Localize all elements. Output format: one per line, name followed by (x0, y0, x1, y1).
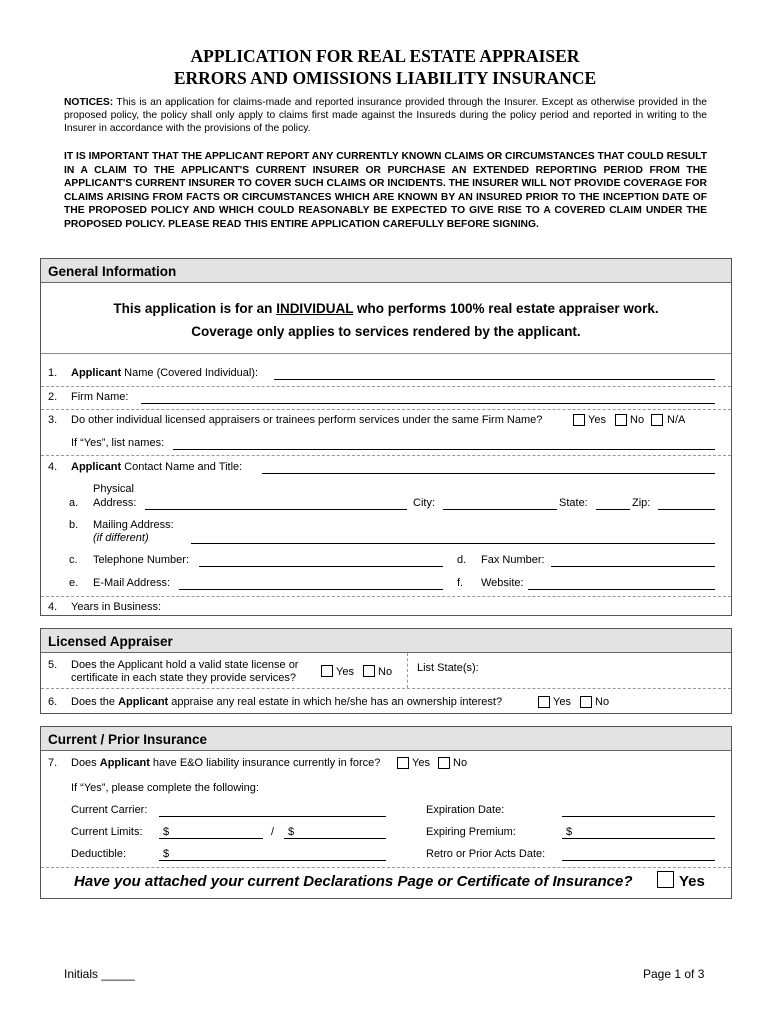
row-divider (41, 596, 731, 597)
current-carrier-field[interactable] (159, 816, 386, 817)
q3-number: 3. (48, 414, 58, 426)
licensed-appraiser-header (41, 629, 731, 653)
individual-intro: This application is for an INDIVIDUAL who performs 100% real estate appraiser work. (113, 301, 659, 316)
q1-number: 1. (48, 367, 58, 379)
q3-no-checkbox[interactable] (615, 414, 627, 426)
current-prior-insurance-section (40, 726, 732, 899)
current-limits-label: Current Limits: (71, 826, 143, 838)
q3-yes-label: Yes (588, 414, 606, 426)
q4e-letter: e. (69, 577, 79, 589)
q5-label-line2: certificate in each state they provide services? (71, 672, 297, 684)
section-divider (41, 353, 731, 354)
q4b-letter: b. (69, 519, 79, 531)
limits-dollar-2: $ (288, 826, 295, 838)
physical-address-field[interactable] (145, 509, 407, 510)
premium-dollar: $ (566, 826, 573, 838)
form-title-line1: APPLICATION FOR REAL ESTATE APPRAISER (190, 46, 580, 66)
notices-paragraph (64, 96, 707, 135)
row-divider (41, 386, 731, 387)
q3-yes-checkbox[interactable] (573, 414, 585, 426)
q5-no-label: No (378, 666, 393, 678)
limits-slash: / (271, 826, 275, 838)
fax-label: Fax Number: (481, 554, 545, 566)
attached-declarations-question: Have you attached your current Declarations Page or Certificate of Insurance? (74, 873, 633, 890)
city-label: City: (413, 497, 435, 509)
row-divider (41, 867, 731, 868)
address-label: Address: (93, 497, 137, 509)
retro-date-label: Retro or Prior Acts Date: (426, 848, 546, 860)
telephone-label: Telephone Number: (93, 554, 190, 566)
current-carrier-label: Current Carrier: (71, 804, 148, 816)
q3-list-label: If “Yes”, list names: (71, 437, 165, 449)
city-field[interactable] (443, 509, 557, 510)
insurance-header (41, 727, 731, 751)
q4-number: 4. (48, 461, 58, 473)
contact-name-field[interactable] (262, 473, 715, 474)
expiring-premium-label: Expiring Premium: (426, 826, 516, 838)
general-information-section (40, 258, 732, 616)
q2-number: 2. (48, 391, 58, 403)
mailing-address-field[interactable] (191, 543, 715, 544)
state-field[interactable] (596, 509, 630, 510)
q7-no-label: No (453, 757, 468, 769)
physical-label: Physical (93, 483, 134, 495)
zip-field[interactable] (658, 509, 715, 510)
insurance-title: Current / Prior Insurance (48, 732, 208, 747)
page-number: Page 1 of 3 (643, 967, 705, 981)
q3-names-field[interactable] (173, 449, 715, 450)
attached-yes-label: Yes (679, 873, 705, 890)
deductible-label: Deductible: (71, 848, 127, 860)
q4c-letter: c. (69, 554, 78, 566)
notices-text: This is an application for claims-made and reported insurance provided through the Insurer. Except as otherwise provided in the proposed policy, the policy shall only apply to claims first made against the Insureds during the policy period and reported in writing to the Insurer in accordance with the provisions of the policy. (64, 97, 707, 134)
q5-label-line1: Does the Applicant hold a valid state license or (71, 659, 299, 671)
if-different-note: (if different) (93, 532, 149, 544)
general-information-header (41, 259, 731, 283)
q6-no-label: No (595, 696, 610, 708)
licensed-appraiser-title: Licensed Appraiser (48, 634, 173, 649)
email-field[interactable] (179, 589, 443, 590)
email-label: E-Mail Address: (93, 577, 171, 589)
limits-field-2[interactable] (284, 838, 386, 839)
website-label: Website: (481, 577, 524, 589)
q7-yes-label: Yes (412, 757, 430, 769)
list-states-label: List State(s): (417, 662, 479, 674)
q2-label: Firm Name: (71, 391, 129, 403)
years-in-business-label: Years in Business: (71, 601, 162, 613)
q7-number: 7. (48, 757, 58, 769)
q3-label: Do other individual licensed appraisers or trainees perform services under the same Firm Name? (71, 414, 543, 426)
firm-name-field[interactable] (141, 403, 715, 404)
q6-no-checkbox[interactable] (580, 696, 592, 708)
deductible-dollar: $ (163, 848, 170, 860)
q4a-letter: a. (69, 497, 79, 509)
limits-field-1[interactable] (159, 838, 263, 839)
q4d-letter: d. (457, 554, 467, 566)
q4f-letter: f. (457, 577, 464, 589)
general-information-title: General Information (48, 264, 177, 279)
coverage-intro: Coverage only applies to services rendered by the applicant. (191, 324, 581, 339)
initials-field: Initials _____ (64, 967, 135, 981)
licensed-appraiser-section (40, 628, 732, 714)
applicant-name-field[interactable] (274, 379, 715, 380)
expiration-date-label: Expiration Date: (426, 804, 505, 816)
row-divider (41, 688, 731, 689)
form-title-line2: ERRORS AND OMISSIONS LIABILITY INSURANCE (173, 68, 597, 88)
q3-no-label: No (630, 414, 645, 426)
retro-date-field[interactable] (562, 860, 715, 861)
state-label: State: (559, 497, 588, 509)
q6-yes-checkbox[interactable] (538, 696, 550, 708)
q7-label: Does Applicant have E&O liability insurance currently in force? (71, 757, 381, 769)
notices-label: NOTICES: (64, 97, 114, 108)
years-number: 4. (48, 601, 58, 613)
q6-label: Does the Applicant appraise any real estate in which he/she has an ownership interest? (71, 696, 503, 708)
expiring-premium-field[interactable] (562, 838, 715, 839)
q5-no-checkbox[interactable] (363, 665, 375, 677)
zip-label: Zip: (632, 497, 651, 509)
q5-yes-label: Yes (336, 666, 354, 678)
q4-label: Applicant Contact Name and Title: (71, 461, 243, 473)
q6-yes-label: Yes (553, 696, 571, 708)
attached-yes-checkbox[interactable] (657, 871, 674, 888)
q1-label: Applicant Name (Covered Individual): (71, 367, 259, 379)
expiration-date-field[interactable] (562, 816, 715, 817)
row-divider (41, 409, 731, 410)
if-yes-note: If “Yes”, please complete the following: (71, 782, 259, 794)
q5-number: 5. (48, 659, 58, 671)
website-field[interactable] (528, 589, 715, 590)
row-divider (41, 455, 731, 456)
q7-yes-checkbox[interactable] (397, 757, 409, 769)
q3-na-checkbox[interactable] (651, 414, 663, 426)
q5-yes-checkbox[interactable] (321, 665, 333, 677)
column-divider (407, 653, 408, 688)
deductible-field[interactable] (159, 860, 386, 861)
mailing-address-label: Mailing Address: (93, 519, 174, 531)
q3-na-label: N/A (667, 414, 686, 426)
q6-number: 6. (48, 696, 58, 708)
fax-field[interactable] (551, 566, 715, 567)
warning-paragraph: IT IS IMPORTANT THAT THE APPLICANT REPORT ANY CURRENTLY KNOWN CLAIMS OR CIRCUMSTANCES THAT COULD RESULT IN A CLAIM TO THE APPLICANT'S CURRENT INSURER OR PURCHASE AN EXTENDED REPORTING PERIOD FROM THE APPLICANT'S CURRENT INSURER TO COVER SUCH CLAIMS OR INCIDENTS. THE INSURER WILL NOT PROVIDE COVERAGE FOR CLAIMS ARISING FROM FACTS OR CIRCUMSTANCES WHICH ARE KNOWN BY AN INSURED PRIOR TO THE INCEPTION DATE OF THE PROPOSED POLICY AND WHICH COULD REASONABLY BE EXPECTED TO GIVE RISE TO A COVERED CLAIM UNDER THE PROPOSED POLICY. PLEASE READ THIS ENTIRE APPLICATION CAREFULLY BEFORE SIGNING. (64, 151, 707, 230)
limits-dollar-1: $ (163, 826, 170, 838)
telephone-field[interactable] (199, 566, 443, 567)
q7-no-checkbox[interactable] (438, 757, 450, 769)
